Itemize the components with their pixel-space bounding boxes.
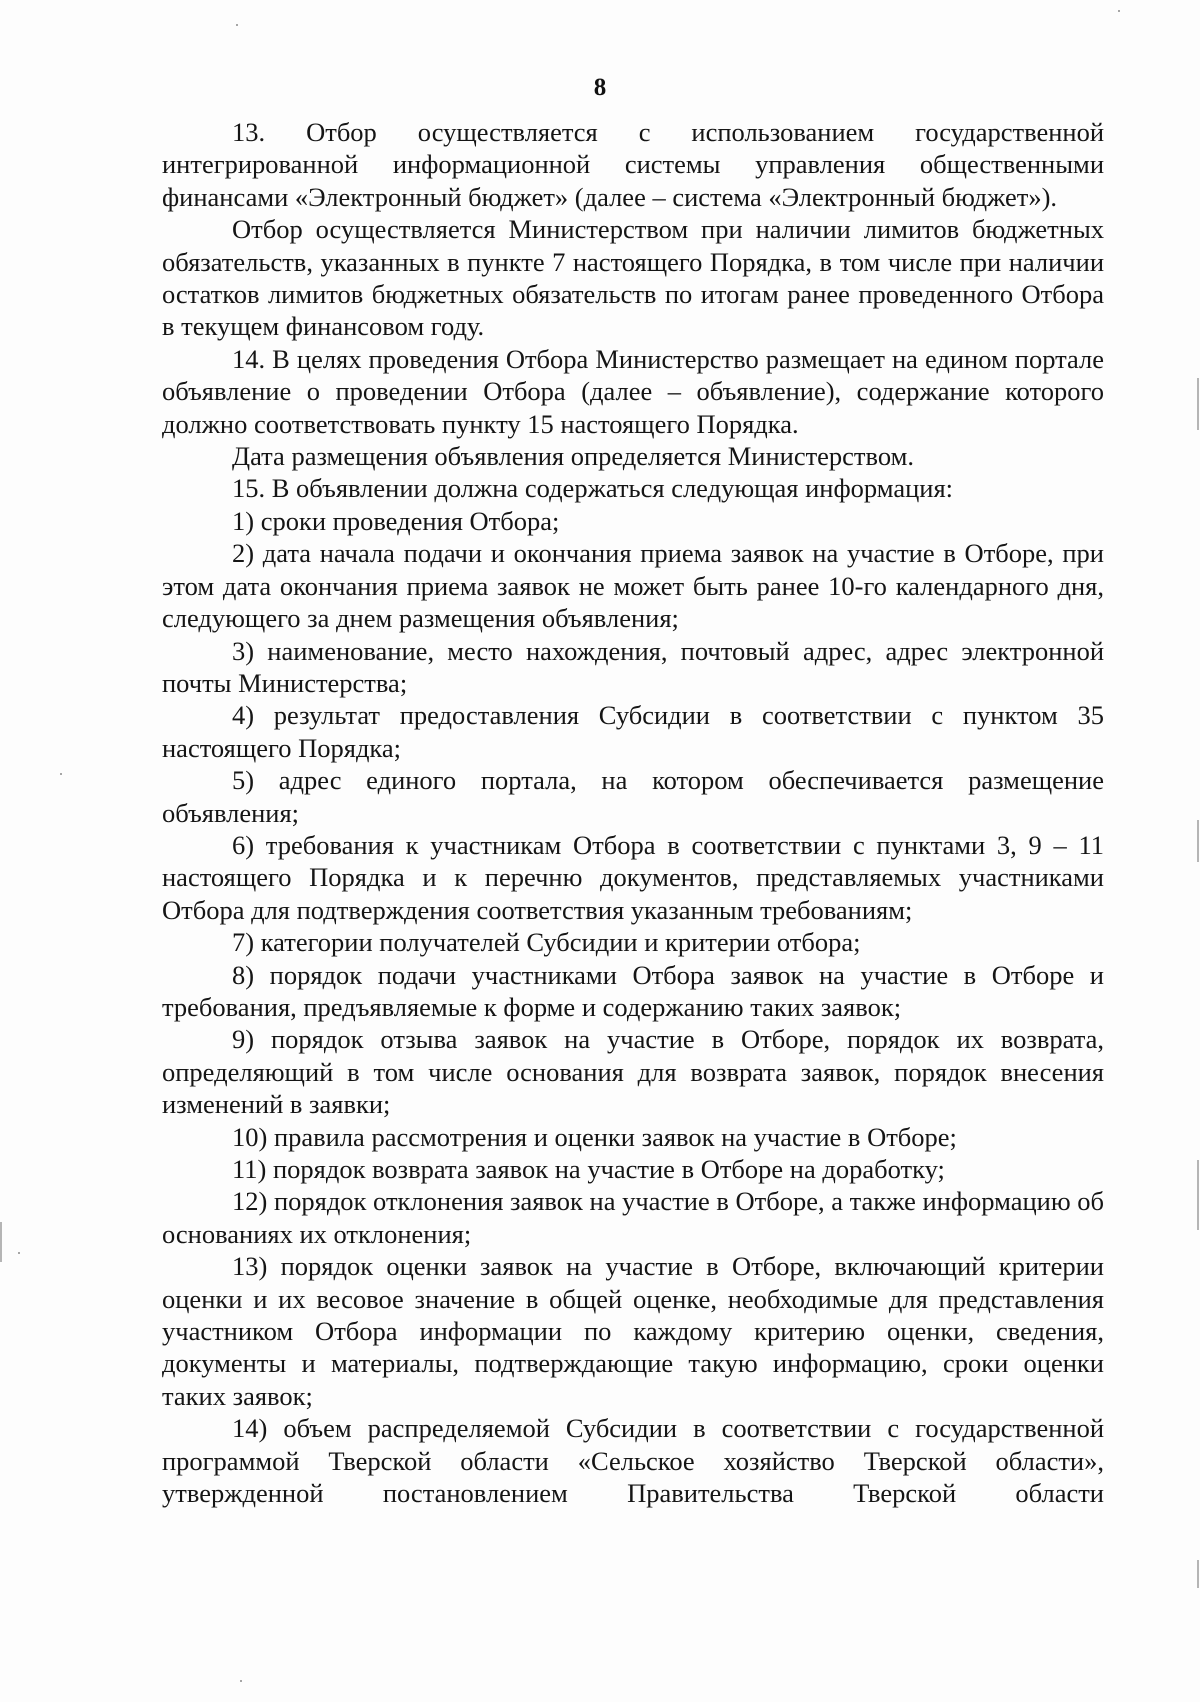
scan-speck <box>240 1680 242 1682</box>
paragraph-14-date: Дата размещения объявления определяется Министерством. <box>232 441 914 472</box>
list-item-3: 3) наименование, место нахождения, почтовый адрес, адрес электронной почты Министерства; <box>162 635 1104 698</box>
list-item-10: 10) правила рассмотрения и оценки заявок на участие в Отборе; <box>232 1121 957 1152</box>
scan-speck <box>1118 10 1120 12</box>
scan-edge-mark <box>1197 820 1199 862</box>
list-item-4: 4) результат предоставления Субсидии в соответствии с пунктом 35 настоящего Порядка; <box>162 700 1104 763</box>
paragraph-13-limits: Отбор осуществляется Министерством при наличии лимитов бюджетных обязательств, указанных в пункте 7 настоящего Порядка, в том числе при наличии остатков лимитов бюджетных обязательств по итогам ранее проведенного Отбора в текущем финансовом году. <box>162 214 1104 342</box>
scan-speck <box>236 24 238 26</box>
list-item-14: 14) объем распределяемой Субсидии в соответствии с государственной программой Тверской области «Сельское хозяйство Тверской области», утвержденной постановлением Правительства Тверской области <box>162 1413 1104 1509</box>
list-item-9: 9) порядок отзыва заявок на участие в Отборе, порядок их возврата, определяющий в том числе основания для возврата заявок, порядок внесения изменений в заявки; <box>162 1024 1104 1120</box>
paragraph-15: 15. В объявлении должна содержаться следующая информация: <box>232 473 953 504</box>
list-item-7: 7) категории получателей Субсидии и критерии отбора; <box>232 927 861 958</box>
scan-speck <box>18 1252 20 1254</box>
list-item-6: 6) требования к участникам Отбора в соответствии с пунктами 3, 9 – 11 настоящего Порядка и к перечню документов, представляемых участниками Отбора для подтверждения соответствия указанным требованиям; <box>162 829 1104 925</box>
list-item-5: 5) адрес единого портала, на котором обеспечивается размещение объявления; <box>162 765 1104 828</box>
list-item-8: 8) порядок подачи участниками Отбора заявок на участие в Отборе и требования, предъявляемые к форме и содержанию таких заявок; <box>162 959 1104 1022</box>
list-item-2: 2) дата начала подачи и окончания приема заявок на участие в Отборе, при этом дата окончания приема заявок не может быть ранее 10-го календарного дня, следующего за днем размещения объявления; <box>162 538 1104 634</box>
paragraph-14: 14. В целях проведения Отбора Министерство размещает на едином портале объявление о проведении Отбора (далее – объявление), содержание которого должно соответствовать пункту 15 настоящего Порядка. <box>162 343 1104 439</box>
page-number: 8 <box>593 74 607 101</box>
scan-speck <box>60 773 62 775</box>
scan-edge-mark <box>1197 1160 1199 1230</box>
scan-edge-mark <box>1197 1560 1199 1588</box>
paragraph-13: 13. Отбор осуществляется с использованием государственной интегрированной информационной системы управления общественными финансами «Электронный бюджет» (далее – система «Электронный бюджет»). <box>162 117 1104 212</box>
document-body <box>162 116 1104 1509</box>
scan-edge-mark <box>0 1222 2 1262</box>
list-item-13: 13) порядок оценки заявок на участие в Отборе, включающий критерии оценки и их весовое значение в общей оценке, необходимые для представления участником Отбора информации по каждому критерию оценки, сведения, документы и материалы, подтверждающие такую информацию, сроки оценки таких заявок; <box>162 1251 1104 1411</box>
list-item-1: 1) сроки проведения Отбора; <box>232 505 560 536</box>
list-item-12: 12) порядок отклонения заявок на участие в Отборе, а также информацию об основаниях их отклонения; <box>162 1186 1104 1249</box>
scan-edge-mark <box>1197 378 1199 430</box>
list-item-11: 11) порядок возврата заявок на участие в Отборе на доработку; <box>232 1154 945 1184</box>
